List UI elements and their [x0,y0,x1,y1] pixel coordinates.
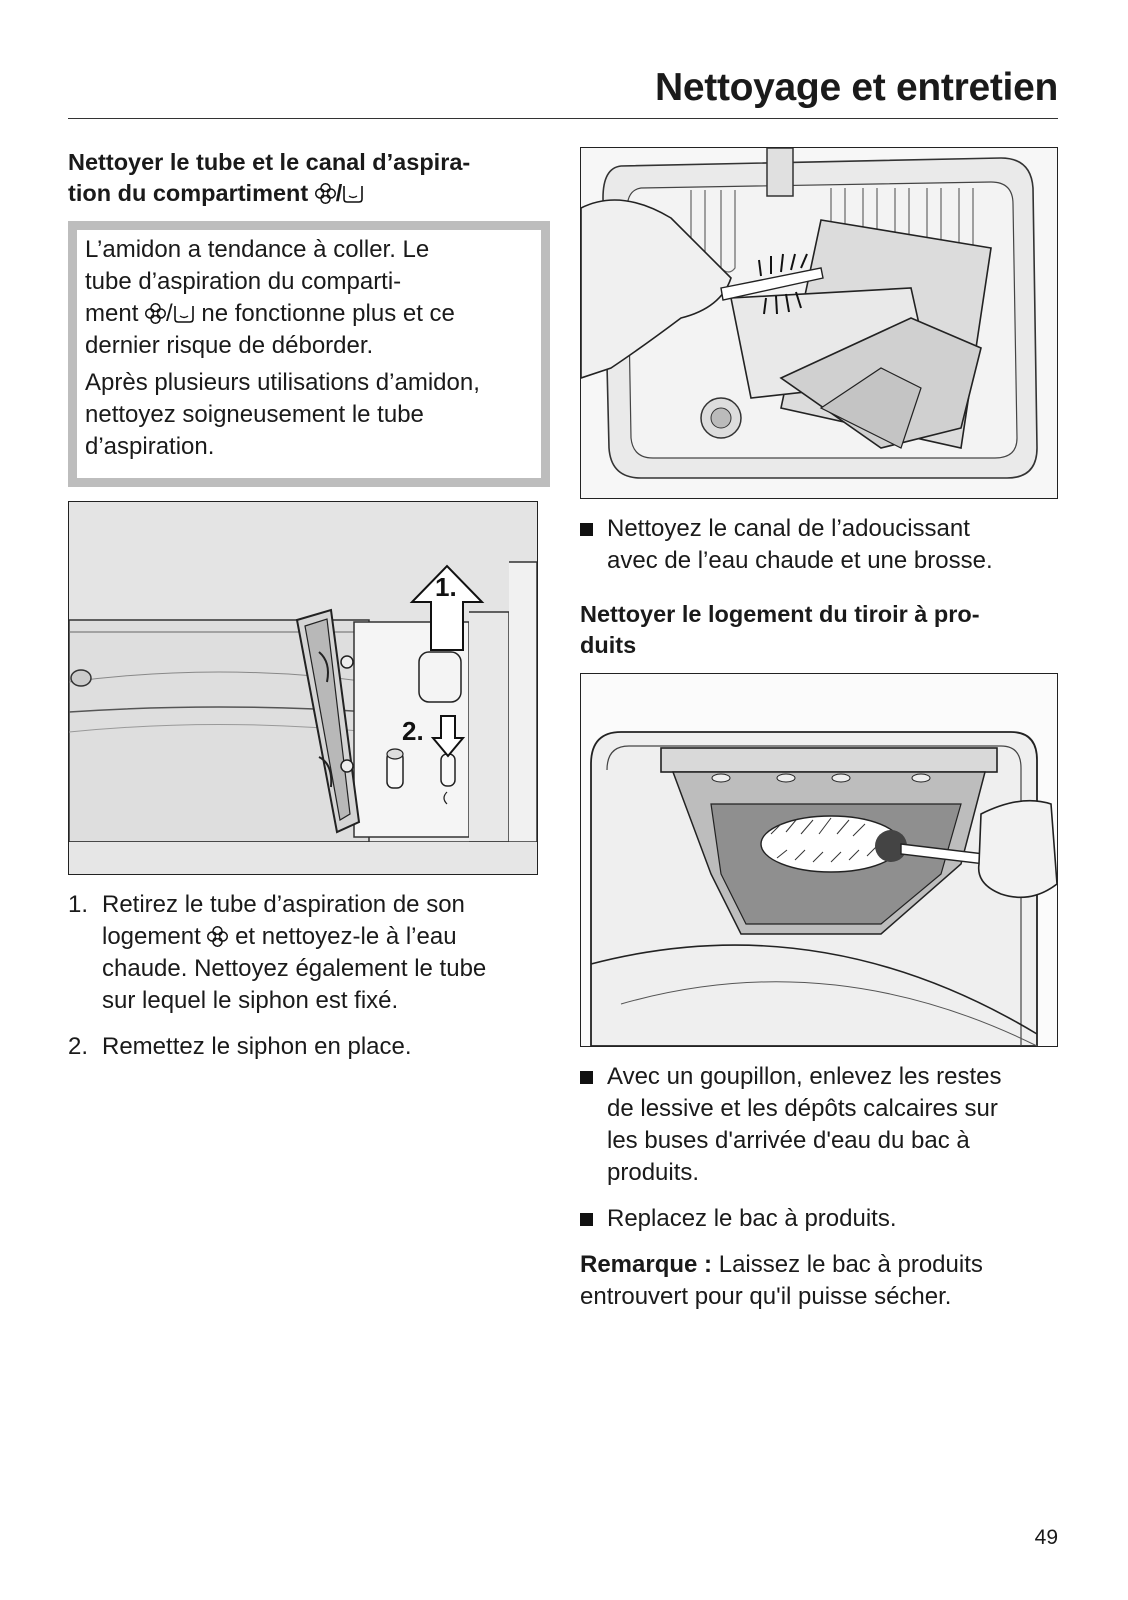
step-item: 1. Retirez le tube d’aspiration de son logement et nettoyez-le à l’eau chaude. Nettoyez également le tube sur lequel le siphon est fixé. [68,891,487,1014]
siphon-illustration [69,502,537,874]
section-heading-suction-tube: Nettoyer le tube et le canal d’aspira- tion du compartiment / [68,149,471,206]
header-divider [68,118,1058,119]
brush-sink-illustration [581,148,1057,498]
step-2-label: 2. [402,716,424,746]
page-number: 49 [1034,1526,1058,1549]
bullet-square-icon [580,1071,593,1084]
left-column [68,147,550,1077]
bullet-square-icon [580,1213,593,1226]
heading-line-1: Nettoyer le tube et le canal d’aspira- [68,149,471,175]
right-column [580,147,1058,1313]
starch-icon [342,183,364,204]
remark-note: Remarque : Laissez le bac à produits entrouvert pour qu'il puisse sécher. [580,1251,983,1310]
warning-paragraph-1: L’amidon a tendance à coller. Le tube d’aspiration du comparti- ment / ne fonctionne plus et ce dernier risque de déborder. [85,236,455,359]
page-section-title: Nettoyage et entretien [655,66,1058,109]
starch-icon [173,303,195,324]
heading-line-2: tion du compartiment [68,180,309,206]
figure-drawer-housing [580,673,1058,1047]
bullet-square-icon [580,523,593,536]
section-heading-drawer-housing: Nettoyer le logement du tiroir à pro- duits [580,601,980,658]
step-item: 2. Remettez le siphon en place. [68,1033,412,1060]
flower-icon [207,926,228,947]
figure-siphon-removal [68,501,538,875]
step-1-label: 1. [435,572,457,602]
figure-softener-channel [580,147,1058,499]
flower-icon [315,183,336,204]
remark-label: Remarque : [580,1251,713,1278]
bullet-item: Nettoyez le canal de l’adoucissant avec de l’eau chaude et une brosse. [580,513,1058,577]
warning-paragraph-2: Après plusieurs utilisations d’amidon, nettoyez soigneusement le tube d’aspiration. [85,369,480,460]
bottle-brush-illustration [581,674,1057,1046]
numbered-steps [68,889,550,1063]
flower-icon [145,303,166,324]
bullet-item: Replacez le bac à produits. [580,1203,1058,1235]
warning-box [68,221,550,487]
bullet-item: Avec un goupillon, enlevez les restes de lessive et les dépôts calcaires sur les buses d'arrivée d'eau du bac à produits. [580,1061,1058,1189]
